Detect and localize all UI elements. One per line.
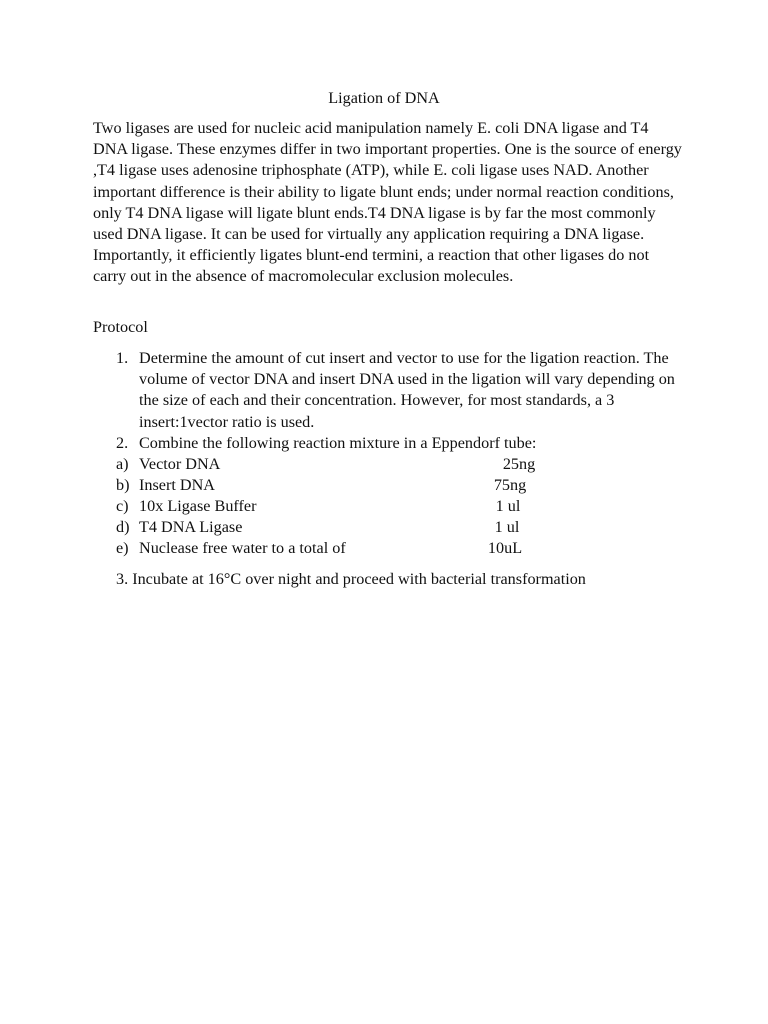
reagent-name: Vector DNA — [139, 455, 221, 473]
reagent-marker: d) — [116, 518, 130, 536]
protocol-step — [93, 433, 683, 454]
step-text: Determine the amount of cut insert and vector to use for the ligation reaction. The volume of vector DNA and insert DNA used in the ligation will vary depending on the size of each and their concentration. However, for most standards, a 3 insert:1vector ratio is used. — [139, 349, 675, 431]
reagent-row — [93, 454, 683, 475]
reagent-name: T4 DNA Ligase — [139, 518, 243, 536]
reagent-name: Nuclease free water to a total of — [139, 539, 346, 557]
reagent-amount: 75ng — [493, 476, 527, 494]
reagent-amount: 1 ul — [494, 518, 520, 536]
step-text: Combine the following reaction mixture in a Eppendorf tube: — [139, 433, 537, 452]
reagent-amount: 1 ul — [495, 497, 521, 515]
reagent-list — [93, 454, 683, 559]
reagent-marker: a) — [116, 455, 129, 473]
reagent-row — [93, 538, 683, 559]
reagent-row — [93, 475, 683, 496]
step-number: 2. — [116, 433, 129, 452]
reagent-name: 10x Ligase Buffer — [139, 497, 257, 515]
protocol-heading: Protocol — [93, 318, 148, 336]
reagent-name: Insert DNA — [139, 476, 215, 494]
step-three: 3. Incubate at 16°C over night and proceed with bacterial transformation — [116, 570, 586, 588]
protocol-steps-list — [93, 348, 683, 454]
reagent-amount: 10uL — [487, 539, 523, 557]
reagent-row — [93, 517, 683, 538]
reagent-marker: c) — [116, 497, 129, 515]
protocol-step — [93, 348, 683, 433]
reagent-marker: b) — [116, 476, 130, 494]
step-number: 1. — [116, 349, 129, 367]
intro-paragraph: Two ligases are used for nucleic acid manipulation namely E. coli DNA ligase and T4 DNA ligase. These enzymes differ in two important properties. One is the source of energy ,T4 ligase uses adenosine triphosphate (ATP), while E. coli ligase uses NAD. Another important difference is their ability to ligate blunt ends; under normal reaction conditions, only T4 DNA ligase will ligate blunt ends.T4 DNA ligase is by far the most commonly used DNA ligase. It can be used for virtually any application requiring a DNA ligase. Importantly, it efficiently ligates blunt-end termini, a reaction that other ligases do not carry out in the absence of macromolecular exclusion molecules. — [93, 119, 682, 286]
document-title: Ligation of DNA — [328, 89, 440, 107]
reagent-amount: 25ng — [502, 455, 536, 473]
reagent-marker: e) — [116, 539, 129, 557]
reagent-row — [93, 496, 683, 517]
